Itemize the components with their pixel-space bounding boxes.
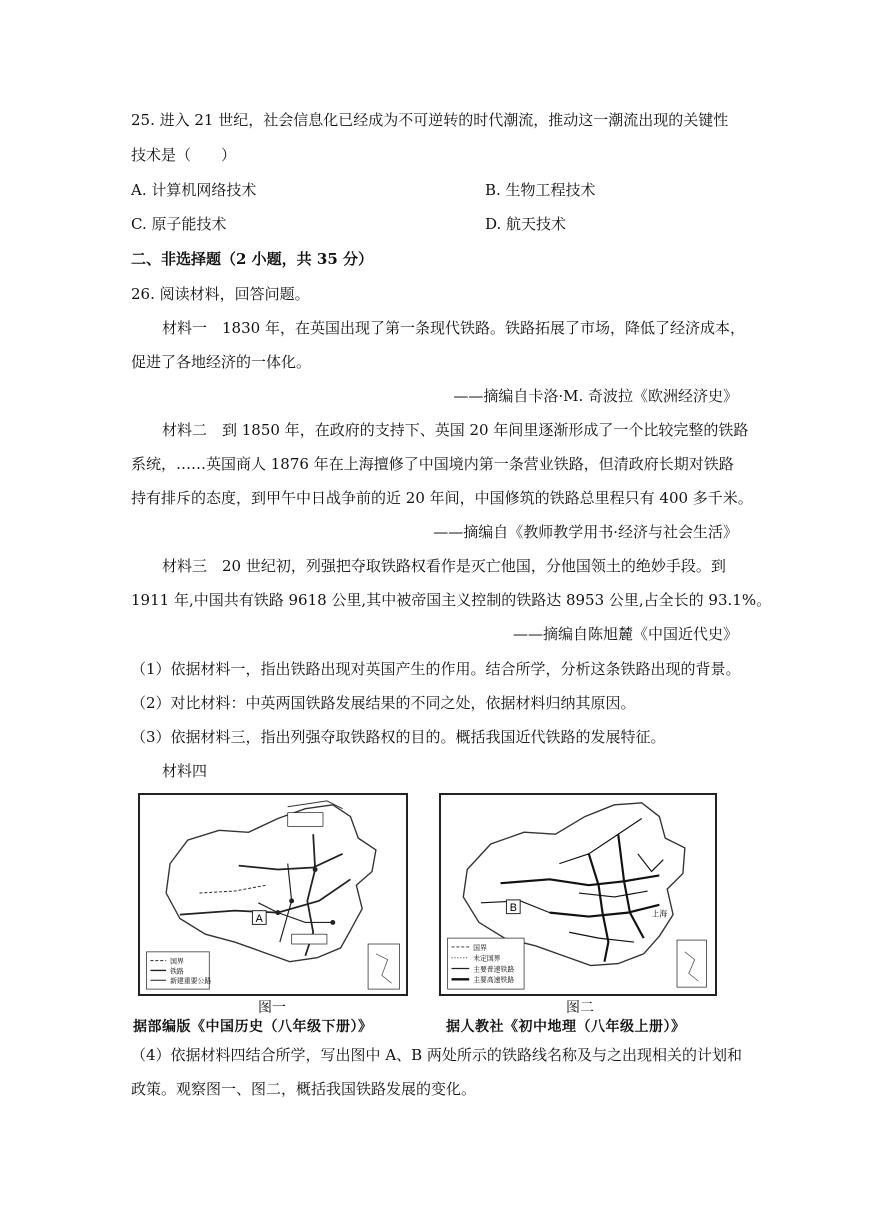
material1-line1: 材料一 1830 年，在英国出现了第一条现代铁路。铁路拓展了市场，降低了经济成本，	[162, 319, 745, 337]
q25-stem-line2: 技术是（ ）	[131, 146, 237, 164]
q25-option-a: A. 计算机网络技术	[131, 181, 257, 199]
q26-intro: 26. 阅读材料，回答问题。	[131, 285, 310, 303]
figure1-marker-a: A	[255, 912, 263, 925]
material1-line2: 促进了各地经济的一体化。	[131, 353, 312, 371]
figure2-legend-0: 国界	[473, 943, 487, 952]
figure2-city-label: 上海	[651, 909, 668, 919]
q25-option-d: D. 航天技术	[485, 215, 567, 233]
subquestion-3: （3）依据材料三，指出列强夺取铁路权的目的。概括我国近代铁路的发展特征。	[131, 728, 666, 746]
q25-stem-line1: 25. 进入 21 世纪，社会信息化已经成为不可逆转的时代潮流，推动这一潮流出现的关键性	[131, 111, 729, 129]
figure1-legend-1: 铁路	[170, 967, 184, 976]
subquestion-1: （1）依据材料一，指出铁路出现对英国产生的作用。结合所学，分析这条铁路出现的背景。	[131, 660, 741, 678]
figure2-map-drawing	[441, 795, 715, 994]
figure1-legend-2: 新建重要公路	[170, 977, 212, 986]
material2-source: ——摘编自《教师教学用书·经济与社会生活》	[433, 523, 738, 541]
figure2-caption: 图二	[566, 1000, 594, 1016]
material3-source: ——摘编自陈旭麓《中国近代史》	[512, 625, 738, 643]
q25-option-c: C. 原子能技术	[131, 215, 227, 233]
subquestion-2: （2）对比材料：中英两国铁路发展结果的不同之处，依据材料归纳其原因。	[131, 694, 636, 712]
material3-line2: 1911 年,中国共有铁路 9618 公里,其中被帝国主义控制的铁路达 8953 公里,占全长的 93.1%。	[131, 591, 772, 609]
material1-source: ——摘编自卡洛·M. 奇波拉《欧洲经济史》	[453, 387, 738, 405]
figure1-legend-0: 国界	[170, 957, 184, 966]
figure2-map	[439, 793, 717, 996]
figure2-marker-b: B	[509, 902, 517, 915]
material4-label: 材料四	[162, 762, 208, 780]
material2-line1: 材料二 到 1850 年，在政府的支持下、英国 20 年间里逐渐形成了一个比较完整的铁路	[162, 421, 749, 439]
subquestion-4-line2: 政策。观察图一、图二，概括我国铁路发展的变化。	[131, 1080, 477, 1098]
figure1-map-drawing	[140, 795, 406, 994]
figure2-legend-1: 未定国界	[473, 954, 501, 963]
material2-line2: 系统，……英国商人 1876 年在上海擅修了中国境内第一条营业铁路，但清政府长期对铁路	[131, 455, 734, 473]
section2-heading: 二、非选择题（2 小题，共 35 分）	[131, 250, 373, 268]
material3-line1: 材料三 20 世纪初，列强把夺取铁路权看作是灭亡他国，分他国领土的绝妙手段。到	[162, 557, 726, 575]
figure2-legend-2: 主要普速铁路	[473, 965, 515, 974]
q25-option-b: B. 生物工程技术	[485, 181, 596, 199]
subquestion-4-line1: （4）依据材料四结合所学，写出图中 A、B 两处所示的铁路线名称及与之出现相关的计划和	[131, 1046, 742, 1064]
material2-line3: 持有排斥的态度，到甲午中日战争前的近 20 年间，中国修筑的铁路总里程只有 400 多千米。	[131, 489, 753, 507]
figure1-caption: 图一	[258, 1000, 286, 1016]
figure1-map	[138, 793, 408, 996]
figure1-source: 据部编版《中国历史（八年级下册）》	[133, 1019, 373, 1035]
figure2-source: 据人教社《初中地理（八年级上册）》	[446, 1019, 686, 1035]
figure2-legend-3: 主要高速铁路	[473, 976, 515, 985]
